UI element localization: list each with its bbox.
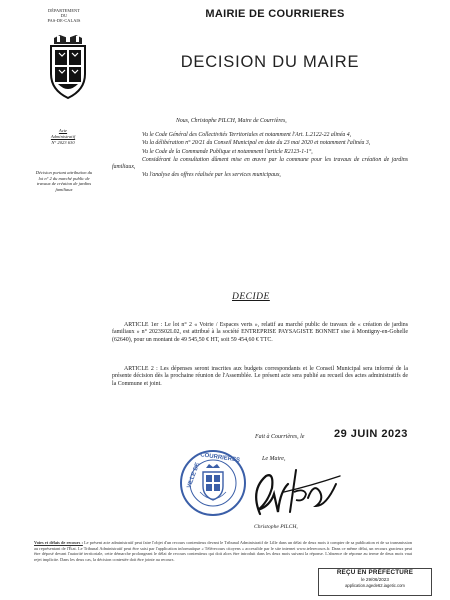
place-date-label: Fait à Courrières, le [255,434,305,440]
consideration-line: Vu la délibération n° 20/21 du Conseil Municipal en date du 23 mai 2020 et notamment l'alinéa 3, [142,140,371,147]
handwritten-signature-icon [244,462,344,520]
article-2: ARTICLE 2 : Les dépenses seront inscrites aux budgets correspondants et le Conseil Municipal sera informé de la présente décision dès la prochaine réunion de l'Assemblée. Le présent acte sera publié au recueil des actes administratifs de la Commune et joint. [112,366,408,387]
consideration-line: Vu le Code Général des Collectivités Territoriales et notamment l'Art. L.2122-22 alinéa 4, [142,132,352,139]
decision-summary: Décision portant attribution du lot n° 2 du marché public de travaux de création de jardins familiaux [35,170,93,192]
consideration-line: Vu le Code de la Commande Publique et notamment l'article R2123-1-1°, [142,148,313,155]
department-line: PAS-DE-CALAIS [47,18,81,24]
stamp-date: le 29/06/2023 [361,577,389,582]
act-type: Administratif [50,134,76,139]
decide-heading: DECIDE [232,292,270,302]
intro-line: Nous, Christophe PILCH, Maire de Courrières, [176,118,287,124]
department-line: DÉPARTEMENT [48,8,80,13]
department-header [38,8,90,24]
appeal-title: Voies et délais de recours : [34,540,83,545]
town-seal-icon [178,448,248,518]
signatory-name: Christophe PILCH, [254,524,298,530]
consideration-line: Considérant la consultation dûment mise en œuvre par la commune pour les travaux de création de jardins familiaux, [112,156,408,171]
stamp-title: REÇU EN PRÉFECTURE [336,569,414,576]
article-1: ARTICLE 1er : Le lot n° 2 « Voirie / Espaces verts », relatif au marché public de travaux de « création de jardins familiaux » n° 2023S02L02, est attribué à la société ENTREPRISE PAYSAGISTE BONNET sise à Montigny-en-Gohelle (62640), pour un montant de 49 545,50 € HT, soit 59 454,60 € TTC. [112,322,408,343]
act-reference [34,128,92,146]
signatory-title: Le Maire, [262,456,286,462]
document-title: DECISION DU MAIRE [180,53,360,71]
act-number: N° 2023 630 [51,140,75,145]
decision-body [112,118,408,180]
appeal-notice [34,540,412,562]
prefecture-stamp [318,568,432,596]
date-stamp: 29 JUIN 2023 [334,428,408,440]
department-line: DU [60,13,68,19]
consideration-line: Vu l'analyse des offres réalisée par les services municipaux, [142,172,281,179]
act-label: Acte [58,128,68,133]
svg-text:COURRIERES: COURRIERES [199,452,241,464]
appeal-text: Le présent acte administratif peut faire l'objet d'un recours contentieux devant le Tribunal Administratif de Lille dans un délai de deux mois à compter de sa publication et de sa transmission au représentant de l'État. Le Tribunal Administratif peut être saisi par l'application informatique « Télérecours citoyens » accessible par le site internet www.telerecours.fr. Dans ce même délai, un recours gracieux peut être déposé devant l'autorité territoriale, cette démarche prolongeant le délai de recours contentieux qui doit alors être introduit dans les deux mois suivant la réponse. L'absence de réponse au terme de deux mois vaut rejet implicite. Dans les deux cas, la décision contestée doit être jointe au recours. [34,540,412,562]
mairie-title: MAIRIE DE COURRIERES [205,8,345,20]
stamp-source: application.agede62.iagetic.com [345,583,405,588]
coat-of-arms-icon [46,34,90,100]
svg-text:VILLE DE: VILLE DE [186,461,202,490]
